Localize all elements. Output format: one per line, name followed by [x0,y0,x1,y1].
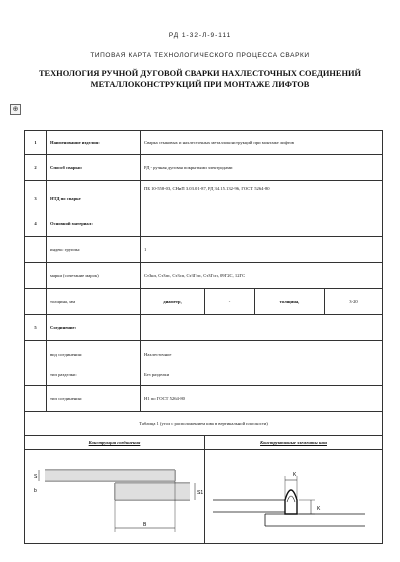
title-line-1: ТЕХНОЛОГИЯ РУЧНОЙ ДУГОВОЙ СВАРКИ НАХЛЕСТОЧНЫХ СОЕДИНЕНИЙ [38,69,362,78]
bottom-plate-hatch [115,483,190,500]
row-label: индекс группы: [47,237,141,263]
row-value: Сварка стыковых и нахлесточных металлоконструкций при монтаже лифтов [141,131,383,155]
document-title [20,68,380,90]
title-line-2: МЕТАЛЛОКОНСТРУКЦИЙ ПРИ МОНТАЖЕ ЛИФТОВ [90,80,310,89]
row-ntd [25,181,383,237]
empty-cell [25,263,47,289]
k-top-label: K [293,472,297,478]
dim-s-label: S [34,474,38,480]
row-value: Н1 по ГОСТ 5264-80 [141,386,383,412]
row-value: ПБ 10-558-03, СНиП 3.03.01-87, РД 34.15.132-96, ГОСТ 5264-80 [141,181,383,237]
row-product [25,131,383,155]
sketch-right-cell [205,450,383,544]
empty-cell [25,341,47,386]
dim-overlap-label: B [143,522,147,528]
row-sketches [25,450,383,544]
ntd-label: НТД по сварке [50,196,81,201]
document-code: РД 1-32-Л-9-111 [168,32,232,39]
row-grades [25,263,383,289]
sketch-header-right: Конструктивные элементы шва [205,436,383,450]
wall-value: 3-20 [325,289,383,315]
row-label: толщина, мм [47,289,141,315]
empty-cell [25,386,47,412]
dim-b-label: b [34,488,37,494]
row-label [47,341,141,386]
row-sketch-headers [25,436,383,450]
row-number: 2 [25,155,47,181]
row-connection [25,315,383,341]
row-number [25,181,47,237]
sketch-left-cell [25,450,205,544]
k-side-label: K [317,506,321,512]
joint-construction-drawing [25,450,205,542]
row-value: Ст3кп, Ст3пс, Ст3сп, Ст3Гпс, Ст3Гсп, 09Г2С, 12ГС [141,263,383,289]
joint-type-label: вид соединения: [50,352,83,357]
row-number-4: 4 [34,221,37,226]
sketch-header-left: Конструкция соединения [25,436,205,450]
weld-elements-drawing [205,450,383,542]
prep-type-label: тип разделки: [50,372,77,377]
row-label: Способ сварки: [47,155,141,181]
row-number: 5 [25,315,47,341]
row-value: 1 [141,237,383,263]
dim-s1-label: S1 [197,490,204,496]
process-card-table [24,130,383,544]
wall-label: толщина, [255,289,325,315]
document-subtitle: ТИПОВАЯ КАРТА ТЕХНОЛОГИЧЕСКОГО ПРОЦЕССА СВАРКИ [90,52,310,59]
prep-type-value: Без разделки [144,372,170,377]
weld-bead [285,490,297,514]
table-caption: Таблица 1 (угол с расположением шва в вертикальной плоскости) [25,412,383,436]
row-thickness [25,289,383,315]
joint-type-value: Нахлесточное [144,352,172,357]
diameter-value: - [205,289,255,315]
empty-cell [25,289,47,315]
row-joint-type [25,341,383,386]
row-label [47,181,141,237]
row-value [141,315,383,341]
row-label: Наименование изделия: [47,131,141,155]
row-table-caption [25,412,383,436]
row-number-3: 3 [34,196,37,201]
row-label: тип соединения: [47,386,141,412]
diameter-label: диаметр, [141,289,205,315]
row-number: 1 [25,131,47,155]
row-method [25,155,383,181]
table-move-handle-icon[interactable]: ⊕ [10,104,21,115]
row-value [141,341,383,386]
row-label: Соединение: [47,315,141,341]
row-group-index [25,237,383,263]
top-plate-hatch [45,470,175,481]
empty-cell [25,237,47,263]
material-label: Основной материал: [50,221,93,226]
row-connection-type [25,386,383,412]
row-value: РД - ручная дуговая покрытыми электродами [141,155,383,181]
row-label: марки (сочетание марок) [47,263,141,289]
